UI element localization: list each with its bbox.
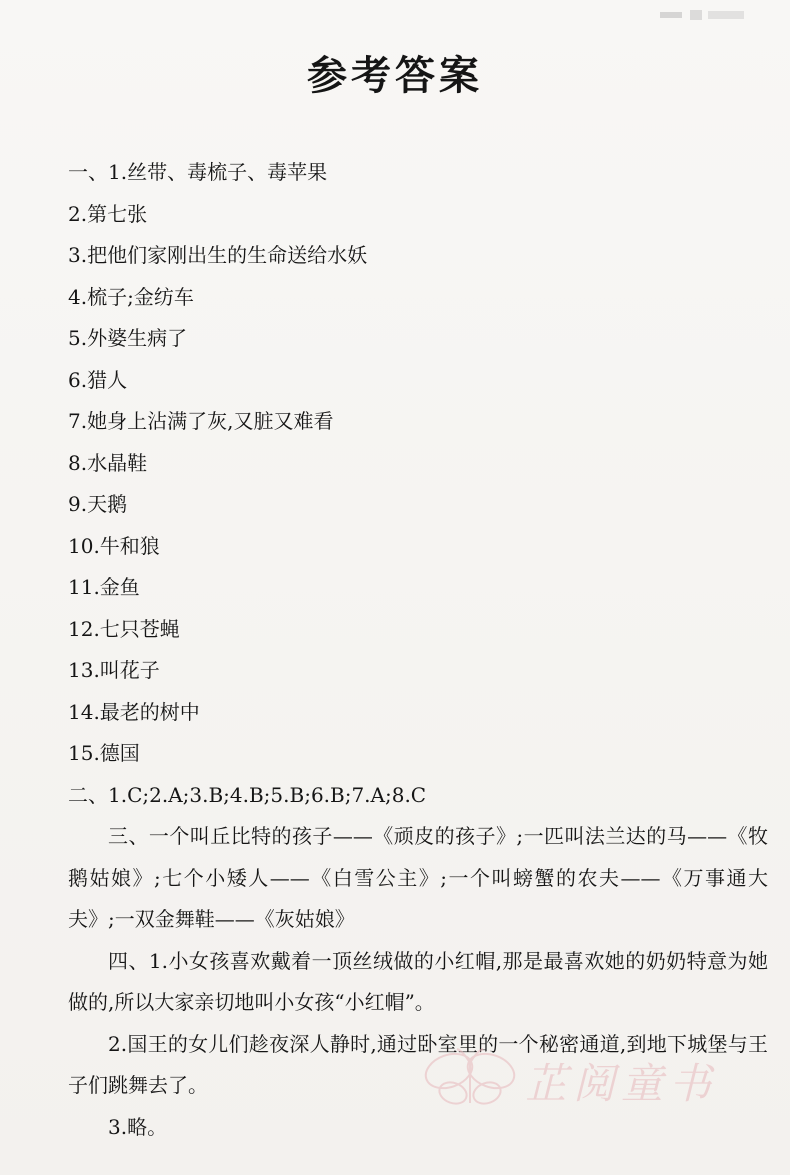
answer-line: 6.猎人 [68,367,128,392]
answer-line: 12.七只苍蝇 [68,616,180,641]
answer-line: 2.第七张 [68,201,148,226]
section-four-answer-3: 3.略。 [108,1114,168,1139]
answer-line: 3.把他们家刚出生的生命送给水妖 [68,243,368,267]
watermark-text: 芷阅童书 [525,1059,718,1108]
answer-line: 5.外婆生病了 [68,326,188,350]
answer-line: 11.金鱼 [68,575,140,599]
section-four-answer-2: 2.国王的女儿们趁夜深人静时,通过卧室里的一个秘密通道,到地下城堡与王子们跳舞去了。 [68,1031,768,1097]
answer-line: 7.她身上沾满了灰,又脏又难看 [68,409,334,433]
answer-line: 14.最老的树中 [68,699,200,724]
publisher-watermark [415,1045,755,1115]
section-four-answer-1: 四、1.小女孩喜欢戴着一顶丝绒做的小红帽,那是最喜欢她的奶奶特意为她做的,所以大家亲切地叫小女孩“小红帽”。 [68,948,768,1014]
page-title: 参考答案 [307,53,483,99]
header-fragment [660,8,750,22]
answer-content [68,152,768,1148]
answer-line: 4.梳子;金纺车 [68,284,194,309]
answer-line: 8.水晶鞋 [68,450,148,475]
answer-line: 9.天鹅 [68,492,128,516]
butterfly-icon [415,1045,525,1115]
section-two-answers: 二、1.C;2.A;3.B;4.B;5.B;6.B;7.A;8.C [68,782,427,807]
section-three-answers: 三、一个叫丘比特的孩子——《顽皮的孩子》;一匹叫法兰达的马——《牧鹅姑娘》;七个小矮人——《白雪公主》;一个叫螃蟹的农夫——《万事通大夫》;一双金舞鞋——《灰姑娘》 [68,824,768,931]
answer-line: 一、1.丝带、毒梳子、毒苹果 [68,160,328,184]
answer-line: 13.叫花子 [68,658,160,682]
answer-line: 10.牛和狼 [68,533,160,558]
answer-line: 15.德国 [68,741,140,765]
